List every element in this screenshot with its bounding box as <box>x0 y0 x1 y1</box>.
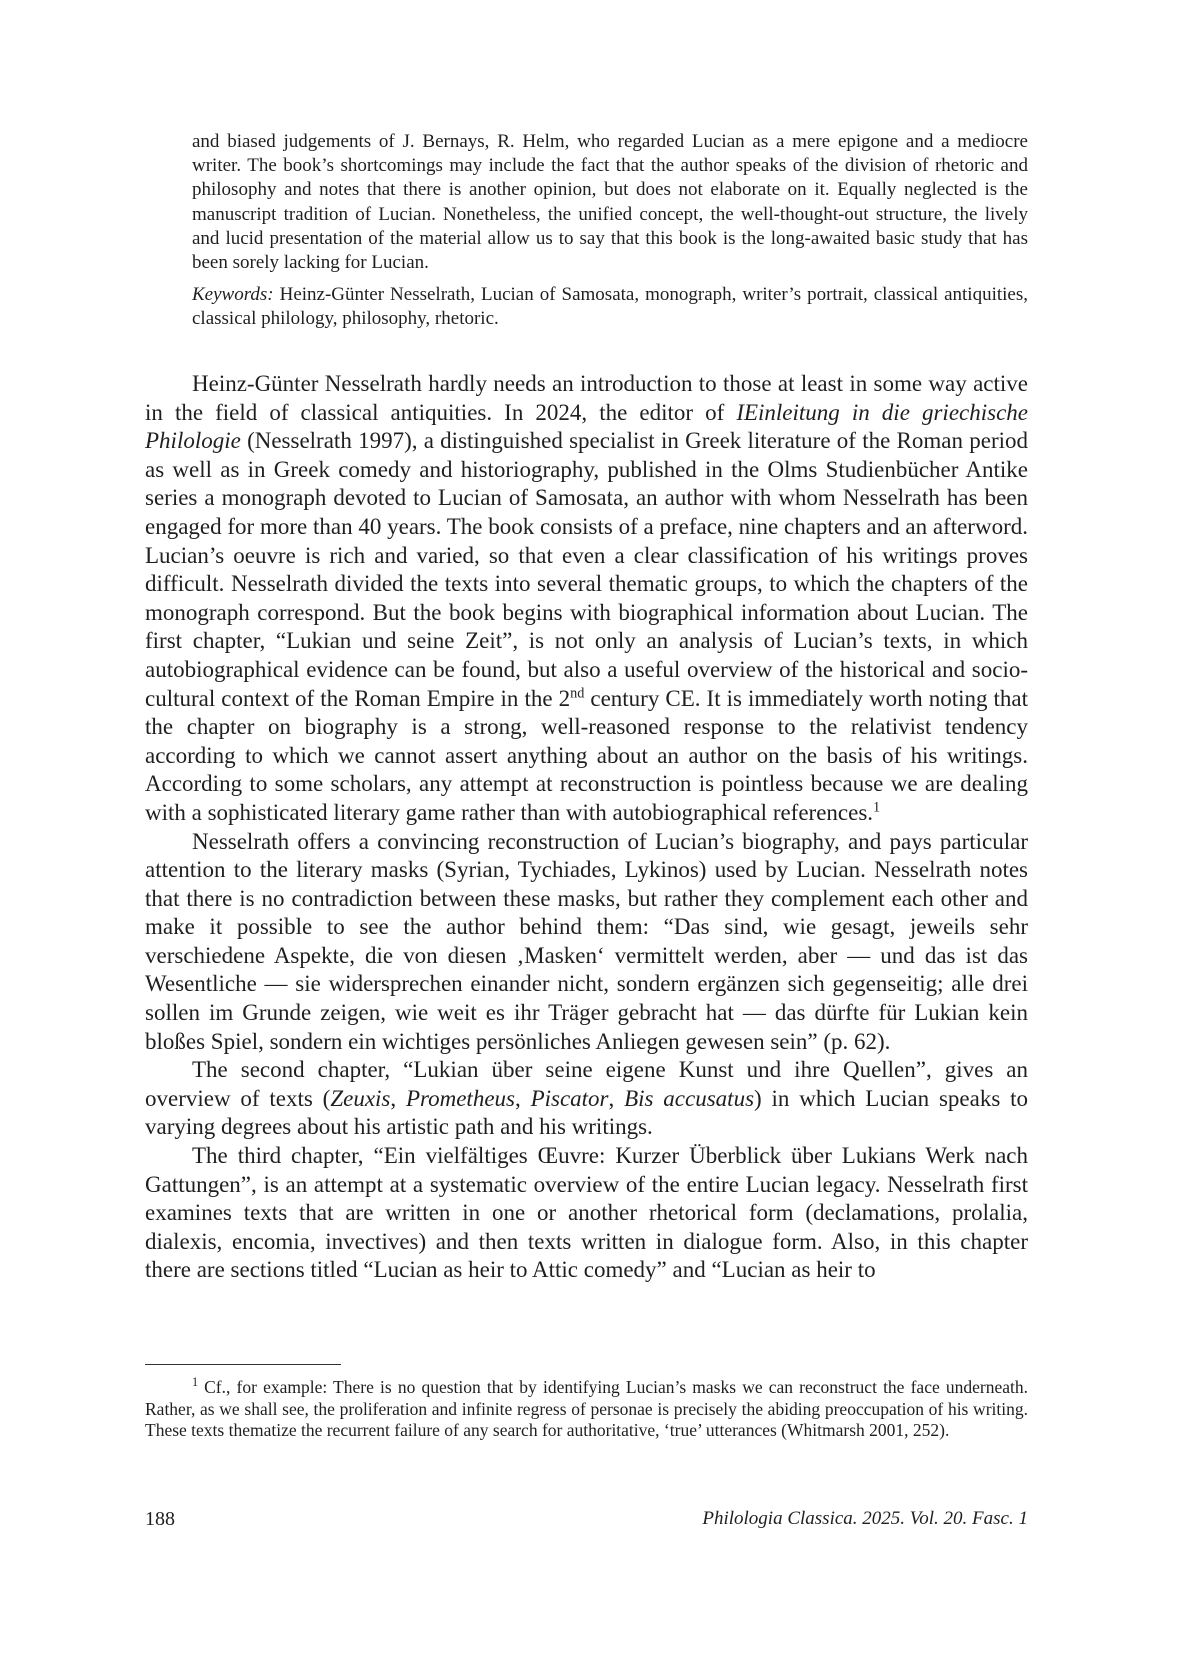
separator: , <box>390 1085 406 1111</box>
paragraph-3 <box>145 1056 1028 1142</box>
separator: , <box>608 1085 625 1111</box>
paragraph-1 <box>145 370 1028 828</box>
footnote-number: 1 <box>192 1375 199 1390</box>
footnote-text: Cf., for example: There is no question that by identifying Lucian’s masks we can reconstruct the face underneath. Rather, as we shall see, the proliferation and infinite regress of personae is precisely the abiding preoccupation of his writing. These texts thematize the recurrent failure of any search for authoritative, ‘true’ utterances (Whitmarsh 2001, 252). <box>145 1377 1028 1440</box>
abstract-text: and biased judgements of J. Bernays, R. Helm, who regarded Lucian as a mere epigone and a mediocre writer. The book’s shortcomings may include the fact that the author speaks of the division of rhetoric and philosophy and notes that there is another opinion, but does not elaborate on it. Equally neglected is the manuscript tradition of Lucian. Nonetheless, the unified concept, the well-thought-out structure, the lively and lucid presentation of the material allow us to say that this book is the long-awaited basic study that has been sorely lacking for Lucian. <box>192 131 1028 274</box>
abstract-block <box>192 130 1028 332</box>
paragraph-1-part-b: (Nesselrath 1997), a distinguished specialist in Greek literature of the Roman period as well as in Greek comedy and historiography, published in the Olms Studienbücher Antike series a monograph devoted to Lucian of Samosata, an author with whom Nesselrath has been engaged for more than 40 years. The book consists of a preface, nine chapters and an afterword. Lucian’s oeuvre is rich and varied, so that even a clear classification of his writings proves difficult. Nesselrath divided the texts into several thematic groups, to which the chapters of the monograph correspond. But the book begins with biographical information about Lucian. The first chapter, “Lukian und seine Zeit”, is not only an analysis of Lucian’s texts, in which autobiographical evidence can be found, but also a useful overview of the historical and socio-cultural context of the Roman Empire in the 2 <box>145 428 1028 711</box>
paragraph-3-part-a: The second chapter, “Lukian über seine eigene Kunst und ihre Quellen”, gives an overview of texts ( <box>145 1057 1028 1111</box>
main-body <box>145 370 1028 1285</box>
paragraph-1-part-a: Heinz-Günter Nesselrath hardly needs an introduction to those at least in some way active in the field of classical antiquities. In 2024, the editor of <box>145 371 1028 425</box>
keywords-label: Keywords: <box>192 284 274 306</box>
paragraph-1-part-c: century CE. It is immediately worth noting that the chapter on biography is a strong, well-reasoned response to the relativist tendency according to which we cannot assert anything about an author on the basis of his writings. According to some scholars, any attempt at reconstruction is pointless because we are dealing with a sophisticated literary game rather than with autobiographical references. <box>145 685 1028 825</box>
footnote-separator-rule <box>145 1364 341 1365</box>
work-title-zeuxis: Zeuxis <box>330 1085 391 1111</box>
separator: , <box>514 1085 531 1111</box>
ordinal-superscript: nd <box>570 684 585 701</box>
work-title-bis-accusatus: Bis accusatus <box>624 1085 755 1111</box>
page-number: 188 <box>145 1508 175 1530</box>
footnote-reference[interactable]: 1 <box>873 799 881 816</box>
paragraph-3-part-b: ) in which Lucian speaks to varying degrees about his artistic path and his writings. <box>145 1085 1028 1140</box>
book-title-italic: IEinleitung in die griechische Philologie <box>145 399 1028 454</box>
paragraph-4: The third chapter, “Ein vielfältiges Œuvre: Kurzer Überblick über Lukians Werk nach Gattungen”, is an attempt at a systematic overview of the entire Lucian legacy. Nesselrath first examines texts that are written in one or another rhetorical form (declamations, prolalia, dialexis, encomia, invectives) and then texts written in dialogue form. Also, in this chapter there are sections titled “Lucian as heir to Attic comedy” and “Lucian as heir to <box>145 1143 1028 1283</box>
paragraph-2: Nesselrath offers a convincing reconstruction of Lucian’s biography, and pays particular attention to the literary masks (Syrian, Tychiades, Lykinos) used by Lucian. Nesselrath notes that there is no contradiction between these masks, but rather they complement each other and make it possible to see the author behind them: “Das sind, wie gesagt, jeweils sehr verschiedene Aspekte, die von diesen ‚Masken‘ vermittelt werden, aber — und das ist das Wesentliche — sie widersprechen einander nicht, sondern ergänzen sich gegenseitig; alle drei sollen im Grunde zeigen, wie weit es ihr Träger gebracht hat — das dürfte für Lukian kein bloßes Spiel, sondern ein wichtiges persönliches Anliegen gewesen sein” (p. 62). <box>145 828 1028 1054</box>
keywords-line <box>192 283 1028 331</box>
work-title-piscator: Piscator <box>530 1085 609 1111</box>
footnote-1 <box>145 1377 1028 1442</box>
journal-running-footer: Philologia Classica. 2025. Vol. 20. Fasc. 1 <box>702 1508 1028 1529</box>
work-title-prometheus: Prometheus <box>405 1085 515 1111</box>
keywords-text: Heinz-Günter Nesselrath, Lucian of Samosata, monograph, writer’s portrait, classical antiquities, classical philology, philosophy, rhetoric. <box>192 284 1028 330</box>
footnote-block <box>145 1377 1028 1442</box>
